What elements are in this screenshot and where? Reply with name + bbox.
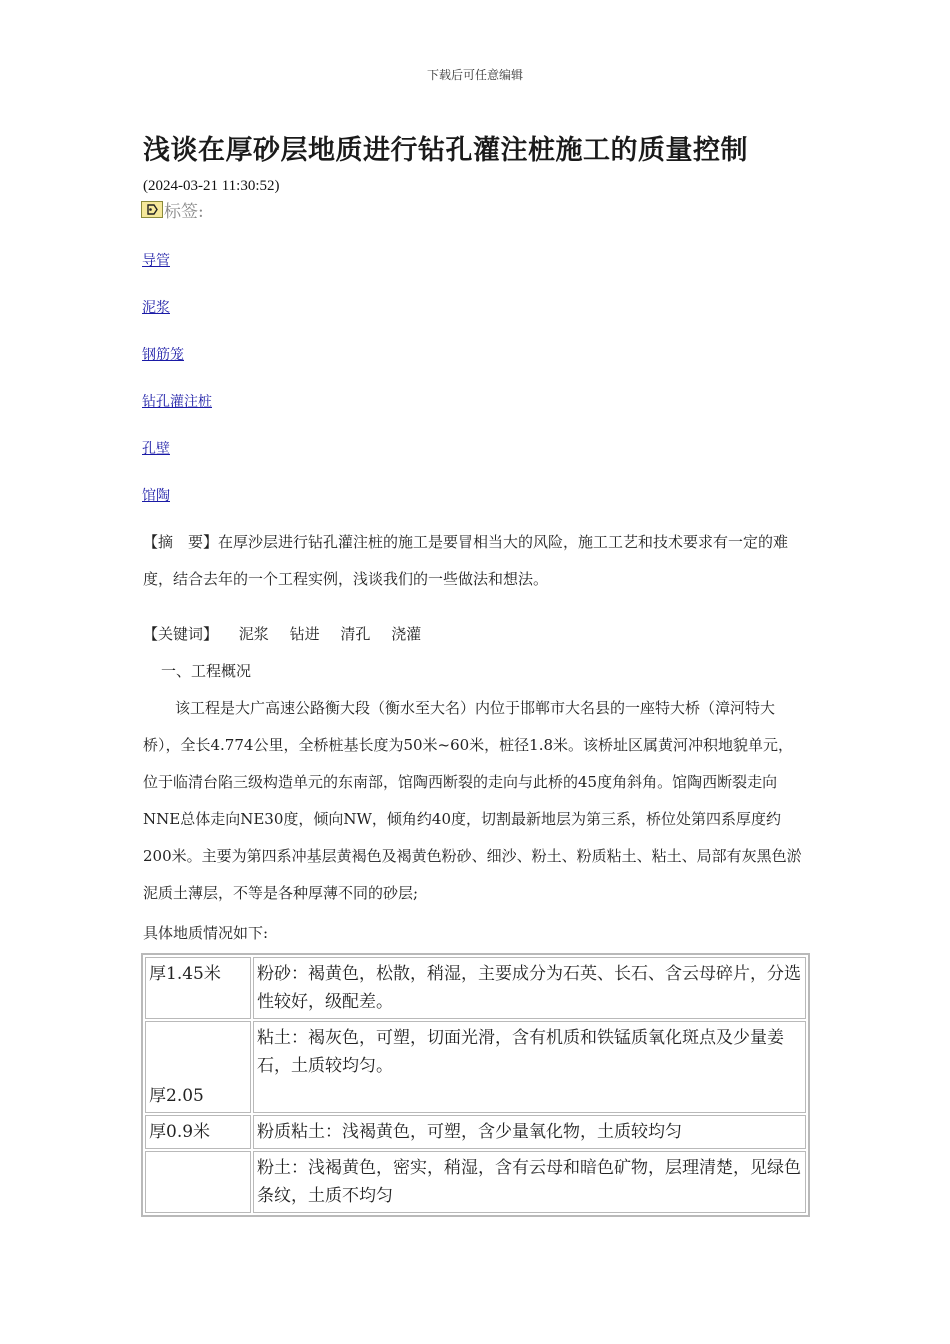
table-row	[145, 1115, 806, 1149]
header-note: 下载后可任意编辑	[426, 68, 523, 82]
table-row	[145, 1151, 806, 1213]
abstract: 【摘 要】在厚沙层进行钻孔灌注桩的施工是要冒相当大的风险，施工工艺和技术要求有一定的难度，结合去年的一个工程实例，浅谈我们的一些做法和想法。	[143, 533, 789, 588]
layer-description: 粉质粘土：浅褐黄色，可塑，含少量氧化物，土质较均匀	[253, 1115, 806, 1149]
geology-table	[141, 953, 810, 1217]
keyword: 清孔	[340, 625, 371, 643]
geology-intro: 具体地质情况如下:	[143, 924, 269, 942]
page-title: 浅谈在厚砂层地质进行钻孔灌注桩施工的质量控制	[143, 135, 748, 166]
table-row	[145, 1021, 806, 1113]
layer-description: 粘土：褐灰色，可塑，切面光滑，含有机质和铁锰质氧化斑点及少量姜石，土质较均匀。	[253, 1021, 806, 1113]
project-overview: 该工程是大广高速公路衡大段（衡水至大名）内位于邯郸市大名县的一座特大桥（漳河特大桥），全长4.774公里，全桥桩基长度为50米~60米，桩径1.8米。该桥址区属黄河冲积地貌单元，位于临清台陷三级构造单元的东南部，馆陶西断裂的走向与此桥的45度角斜角。馆陶西断裂走向NNE总体走向NE30度，倾向NW，倾角约40度，切割最新地层为第三系，桥位处第四系厚度约200米。主要为第四系冲基层黄褐色及褐黄色粉砂、细沙、粉土、粉质粘土、粘土、局部有灰黑色淤泥质土薄层，不等是各种厚薄不同的砂层;	[143, 699, 802, 902]
keyword: 泥浆	[238, 625, 269, 643]
timestamp: (2024-03-21 11:30:52)	[143, 178, 280, 194]
keywords	[143, 616, 808, 653]
table-row	[145, 957, 806, 1019]
tag-link[interactable]: 孔壁	[142, 441, 170, 457]
layer-thickness: 厚2.05	[145, 1021, 251, 1113]
layer-thickness	[145, 1151, 251, 1213]
keyword: 浇灌	[391, 625, 422, 643]
layer-description: 粉土：浅褐黄色，密实，稍湿，含有云母和暗色矿物，层理清楚，见绿色条纹，土质不均匀	[253, 1151, 806, 1213]
section-heading: 一、工程概况	[161, 662, 252, 680]
layer-description: 粉砂：褐黄色，松散，稍湿，主要成分为石英、长石、含云母碎片，分选性较好，级配差。	[253, 957, 806, 1019]
tag-row	[141, 197, 204, 222]
tag-link[interactable]: 泥浆	[142, 300, 170, 316]
tag-label: 标签:	[164, 202, 204, 222]
tag-link[interactable]: 馆陶	[142, 488, 170, 504]
tag-link[interactable]: 钢筋笼	[142, 347, 184, 363]
keyword: 钻进	[289, 625, 320, 643]
keywords-label: 【关键词】	[143, 625, 219, 643]
layer-thickness: 厚1.45米	[145, 957, 251, 1019]
tag-link[interactable]: 导管	[142, 253, 170, 269]
layer-thickness: 厚0.9米	[145, 1115, 251, 1149]
tag-icon	[141, 201, 163, 218]
tag-link[interactable]: 钻孔灌注桩	[142, 394, 212, 410]
